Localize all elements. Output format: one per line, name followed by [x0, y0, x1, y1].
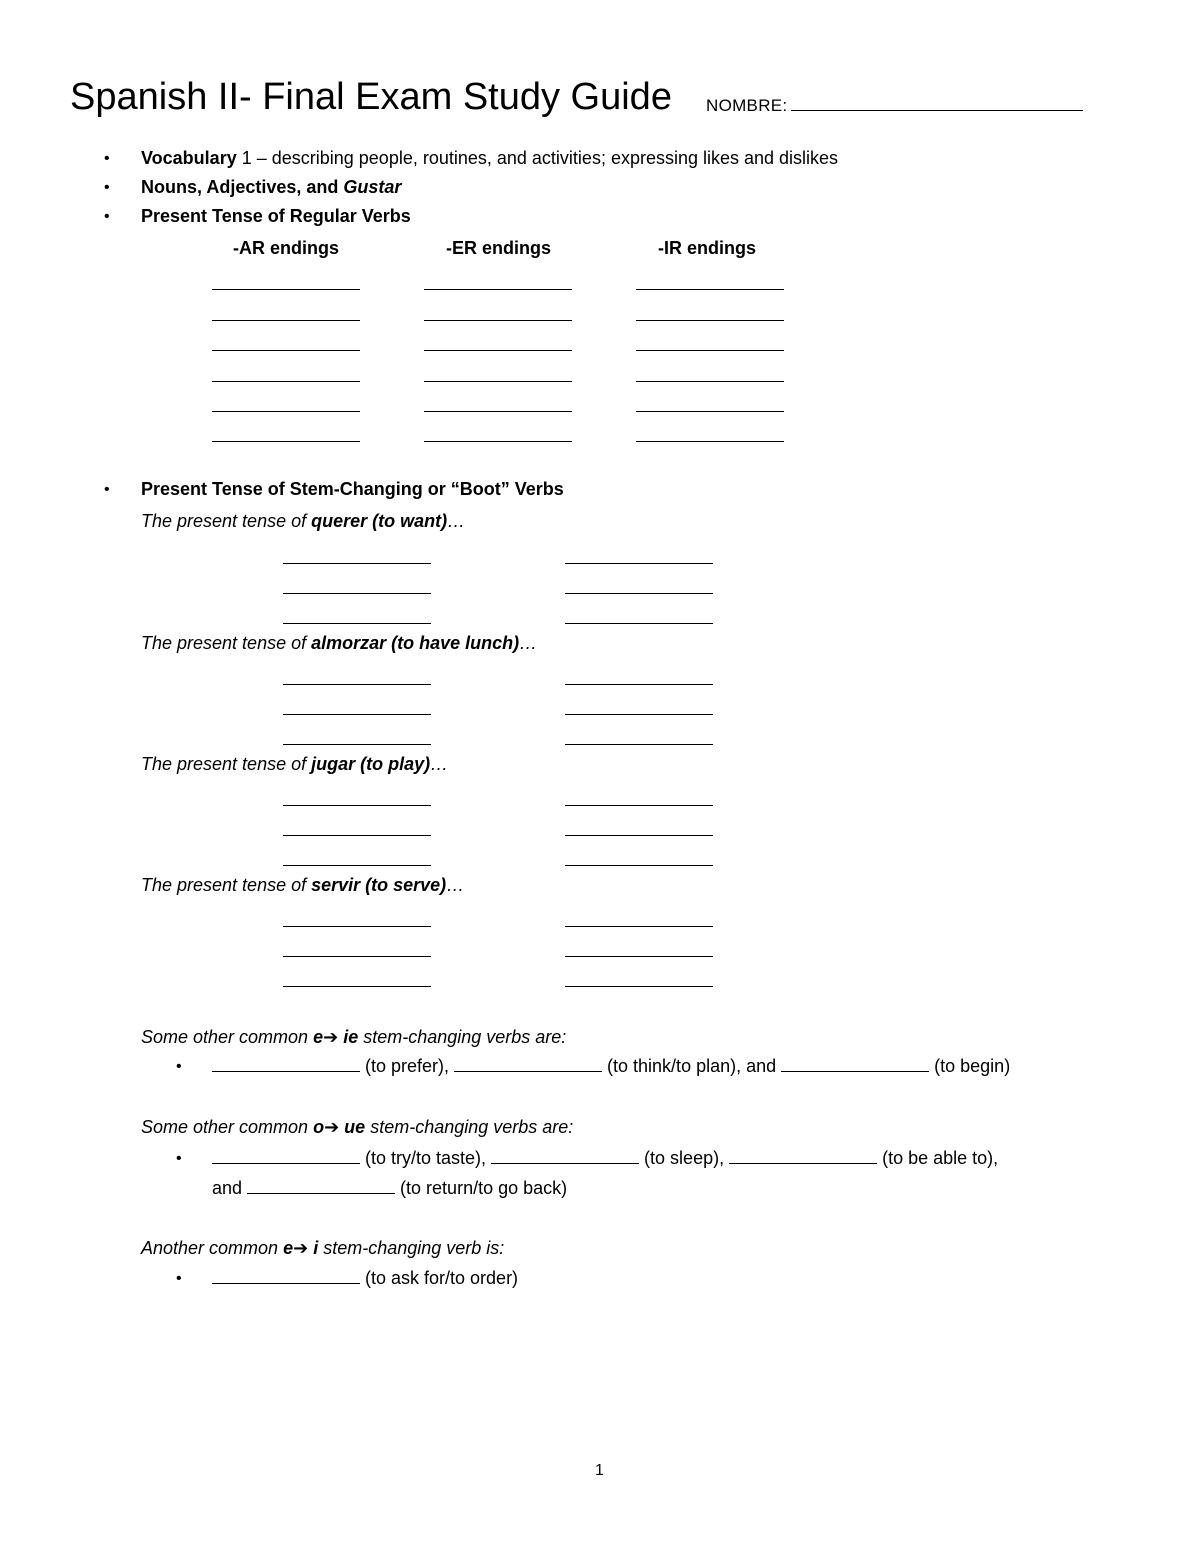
conjugation-blank[interactable] — [283, 865, 431, 866]
gloss: (to ask for/to order) — [360, 1268, 519, 1288]
gloss: (to sleep), — [639, 1148, 730, 1168]
jugar-prompt — [141, 754, 448, 775]
intro-d: stem-changing verbs are: — [358, 1027, 567, 1047]
conjugation-blank[interactable] — [283, 714, 431, 715]
er-ending-blank[interactable] — [424, 381, 572, 382]
intro-target: ue — [339, 1117, 366, 1137]
ar-ending-blank[interactable] — [212, 381, 360, 382]
e-ie-line — [212, 1056, 1010, 1077]
almorzar-prompt — [141, 633, 537, 654]
o-ue-line-1 — [212, 1148, 998, 1169]
conjugation-blank[interactable] — [565, 593, 713, 594]
conjugation-blank[interactable] — [283, 563, 431, 564]
o-ue-line-2 — [212, 1178, 567, 1199]
ar-ending-blank[interactable] — [212, 411, 360, 412]
e-i-intro — [141, 1238, 504, 1259]
e-i-line — [212, 1268, 518, 1289]
ar-ending-blank[interactable] — [212, 350, 360, 351]
page-number: 1 — [595, 1462, 604, 1479]
conjugation-blank[interactable] — [565, 926, 713, 927]
ar-endings-heading: -AR endings — [233, 238, 339, 258]
conjugation-blank[interactable] — [283, 684, 431, 685]
conjugation-blank[interactable] — [565, 865, 713, 866]
servir-prompt — [141, 875, 464, 896]
conjugation-blank[interactable] — [565, 623, 713, 624]
conjugation-blank[interactable] — [283, 986, 431, 987]
intro-a: Another common — [141, 1238, 284, 1258]
querer-verb: querer (to want) — [311, 511, 448, 531]
nombre-blank[interactable] — [791, 96, 1083, 111]
answer-blank[interactable] — [781, 1057, 929, 1072]
conjugation-blank[interactable] — [283, 835, 431, 836]
intro-letter: o — [313, 1117, 325, 1137]
intro-d: stem-changing verb is: — [318, 1238, 505, 1258]
bullet-icon: • — [104, 208, 110, 225]
conjugation-blank[interactable] — [565, 714, 713, 715]
prompt-prefix: The present tense of — [141, 754, 312, 774]
jugar-verb: jugar (to play) — [311, 754, 431, 774]
nouns-text: Nouns, Adjectives, and — [141, 177, 344, 197]
ir-endings-heading: -IR endings — [658, 238, 756, 258]
page-title: Spanish II- Final Exam Study Guide — [70, 76, 672, 118]
vocab-bold: Vocabulary — [141, 148, 237, 168]
bullet-icon: • — [104, 481, 110, 498]
answer-blank[interactable] — [212, 1057, 360, 1072]
conjugation-blank[interactable] — [283, 956, 431, 957]
ar-ending-blank[interactable] — [212, 441, 360, 442]
ir-ending-blank[interactable] — [636, 411, 784, 412]
conjugation-blank[interactable] — [565, 986, 713, 987]
conjugation-blank[interactable] — [283, 805, 431, 806]
conjugation-blank[interactable] — [565, 805, 713, 806]
intro-d: stem-changing verbs are: — [365, 1117, 574, 1137]
gloss: (to prefer), — [360, 1056, 455, 1076]
gloss: (to return/to go back) — [395, 1178, 568, 1198]
answer-blank[interactable] — [454, 1057, 602, 1072]
gloss: (to try/to taste), — [360, 1148, 492, 1168]
bullet-icon: • — [176, 1150, 182, 1167]
querer-prompt — [141, 511, 465, 532]
vocab-rest: 1 – describing people, routines, and activities; expressing likes and dislikes — [236, 148, 839, 168]
ellipsis: … — [447, 511, 466, 531]
bullet-icon: • — [104, 179, 110, 196]
servir-verb: servir (to serve) — [311, 875, 447, 895]
ir-ending-blank[interactable] — [636, 441, 784, 442]
er-ending-blank[interactable] — [424, 441, 572, 442]
vocab-item — [141, 148, 838, 169]
answer-blank[interactable] — [212, 1269, 360, 1284]
gloss: (to be able to), — [877, 1148, 999, 1168]
bullet-icon: • — [176, 1270, 182, 1287]
er-ending-blank[interactable] — [424, 411, 572, 412]
conjugation-blank[interactable] — [565, 563, 713, 564]
gloss: (to think/to plan), and — [602, 1056, 782, 1076]
conjugation-blank[interactable] — [283, 744, 431, 745]
conjugation-blank[interactable] — [283, 926, 431, 927]
right-arrow-icon: ➔ — [293, 1238, 309, 1258]
prompt-prefix: The present tense of — [141, 875, 312, 895]
answer-blank[interactable] — [247, 1179, 395, 1194]
conjugation-blank[interactable] — [283, 593, 431, 594]
gloss: (to begin) — [929, 1056, 1011, 1076]
prompt-prefix: The present tense of — [141, 633, 312, 653]
er-endings-heading: -ER endings — [446, 238, 552, 258]
right-arrow-icon: ➔ — [324, 1117, 340, 1137]
ellipsis: … — [519, 633, 538, 653]
answer-blank[interactable] — [491, 1149, 639, 1164]
stem-changing-item: Present Tense of Stem-Changing or “Boot” Verbs — [141, 479, 564, 499]
er-ending-blank[interactable] — [424, 320, 572, 321]
conjugation-blank[interactable] — [283, 623, 431, 624]
bullet-icon: • — [104, 150, 110, 167]
answer-blank[interactable] — [729, 1149, 877, 1164]
e-ie-intro — [141, 1027, 566, 1048]
nouns-item — [141, 177, 401, 198]
er-ending-blank[interactable] — [424, 350, 572, 351]
bullet-icon: • — [176, 1058, 182, 1075]
intro-letter: e — [283, 1238, 294, 1258]
ellipsis: … — [446, 875, 465, 895]
intro-a: Some other common — [141, 1117, 314, 1137]
er-ending-blank[interactable] — [424, 289, 572, 290]
ir-ending-blank[interactable] — [636, 289, 784, 290]
o-ue-intro — [141, 1117, 573, 1138]
intro-a: Some other common — [141, 1027, 314, 1047]
intro-target: ie — [338, 1027, 359, 1047]
intro-target: i — [308, 1238, 319, 1258]
intro-letter: e — [313, 1027, 324, 1047]
conjugation-blank[interactable] — [565, 684, 713, 685]
ellipsis: … — [430, 754, 449, 774]
almorzar-verb: almorzar (to have lunch) — [311, 633, 520, 653]
ar-ending-blank[interactable] — [212, 320, 360, 321]
ir-ending-blank[interactable] — [636, 381, 784, 382]
nombre-label: NOMBRE: — [706, 96, 788, 115]
ir-ending-blank[interactable] — [636, 350, 784, 351]
answer-blank[interactable] — [212, 1149, 360, 1164]
ar-ending-blank[interactable] — [212, 289, 360, 290]
gustar-text: Gustar — [343, 177, 402, 197]
ir-ending-blank[interactable] — [636, 320, 784, 321]
right-arrow-icon: ➔ — [323, 1027, 339, 1047]
conjugation-blank[interactable] — [565, 744, 713, 745]
prompt-prefix: The present tense of — [141, 511, 312, 531]
nombre-field[interactable] — [706, 96, 1083, 116]
regular-verbs-item: Present Tense of Regular Verbs — [141, 206, 411, 226]
conjugation-blank[interactable] — [565, 956, 713, 957]
and-text: and — [212, 1178, 248, 1198]
conjugation-blank[interactable] — [565, 835, 713, 836]
